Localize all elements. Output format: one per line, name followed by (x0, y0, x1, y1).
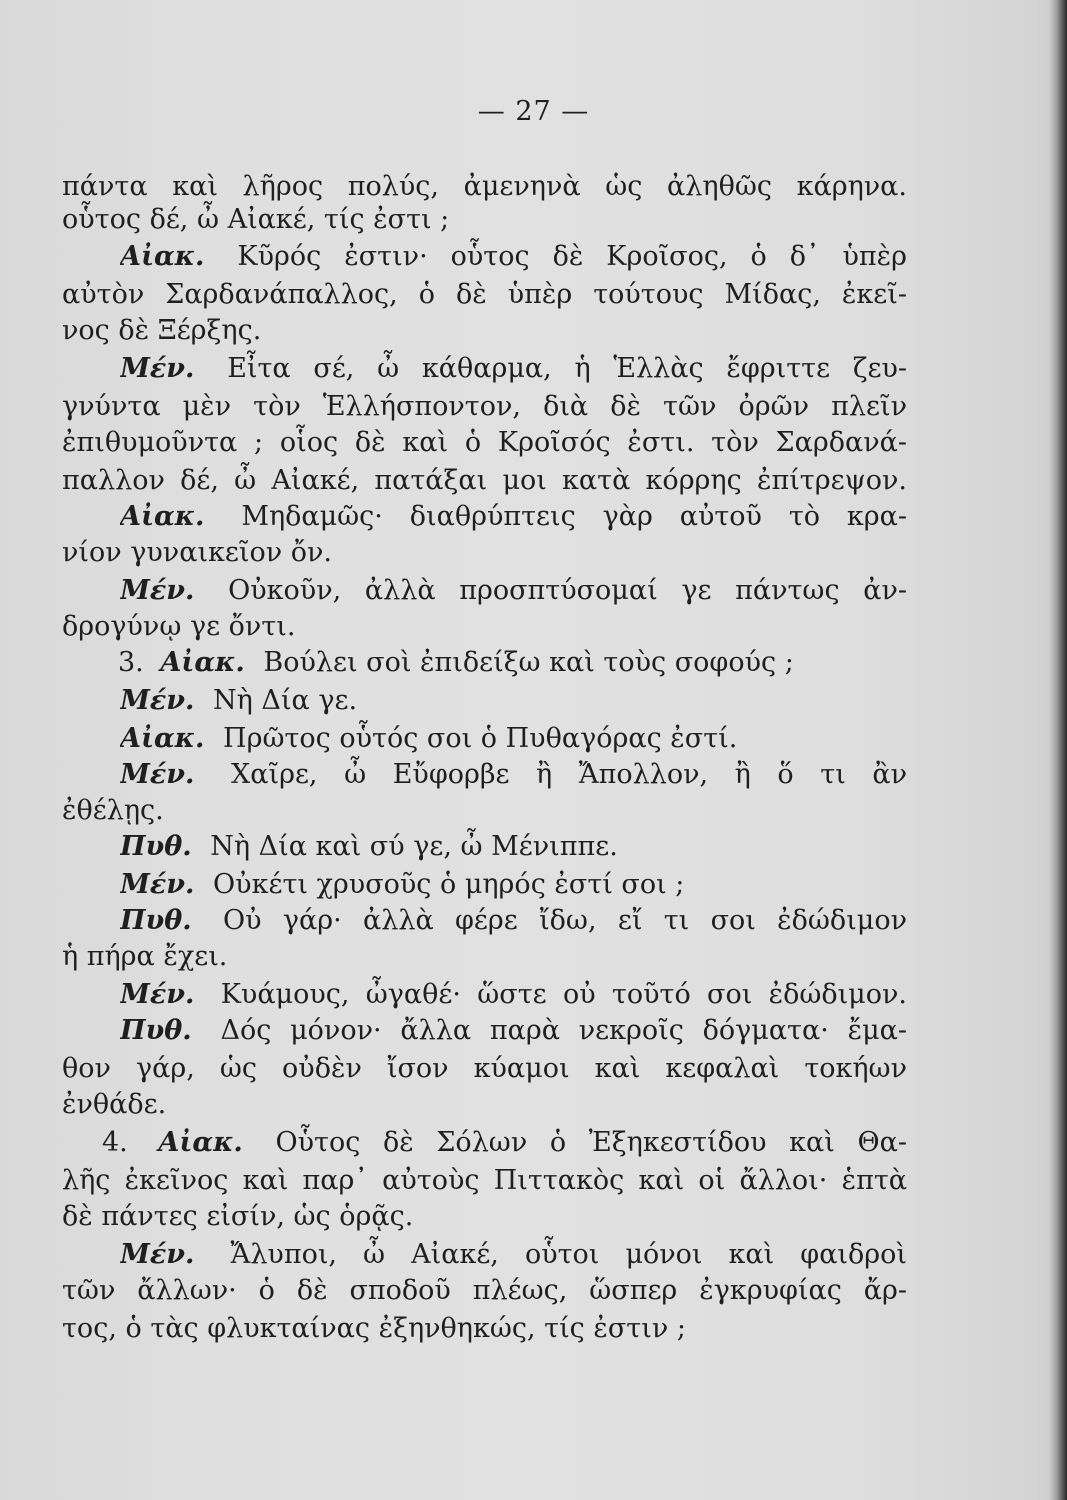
text-line (120, 572, 907, 610)
line-text: γνύντα μὲν τὸν Ἑλλήσποντον, διὰ δὲ τῶν ὀρῶν πλεῖν (62, 391, 907, 422)
text-line (62, 938, 907, 976)
line-text: τῶν ἄλλων· ὁ δὲ σποδοῦ πλέως, ὥσπερ ἐγκρυφίας ἄρ- (62, 1275, 907, 1306)
text-line (102, 1124, 907, 1162)
line-text: Οὐκέτι χρυσοῦς ὁ μηρός ἐστί σοι ; (213, 869, 685, 900)
speaker-label: Πυθ. (120, 831, 192, 862)
text-line (120, 902, 907, 940)
speaker-label: Αἰακ. (120, 501, 205, 532)
line-text: Μηδαμῶς· διαθρύπτεις γὰρ αὐτοῦ τὸ κρα- (241, 501, 907, 532)
text-line (62, 1272, 907, 1310)
section-number: 4. (102, 1127, 128, 1158)
speaker-label: Μέν. (120, 869, 195, 900)
line-text: δρογύνῳ γε ὄντι. (62, 611, 296, 642)
line-text: οὗτος δέ, ὦ Αἰακέ, τίς ἐστι ; (62, 204, 450, 235)
line-text: Νὴ Δία καὶ σύ γε, ὦ Μένιππε. (210, 831, 618, 862)
speaker-label: Μέν. (120, 575, 195, 606)
section-number: 3. (118, 647, 144, 678)
speaker-label: Πυθ. (120, 1015, 192, 1046)
speaker-label: Μέν. (120, 979, 195, 1010)
line-text: Νὴ Δία γε. (213, 685, 358, 716)
speaker-label: Αἰακ. (120, 241, 205, 272)
text-line (120, 350, 907, 388)
text-line (120, 682, 907, 720)
text-line (62, 276, 907, 314)
text-line (62, 1310, 907, 1348)
text-line (120, 720, 907, 758)
text-line (120, 756, 907, 794)
line-text: ἐθέλῃς. (62, 795, 164, 826)
text-line (120, 1012, 907, 1050)
line-text: τος, ὁ τὰς φλυκταίνας ἐξηνθηκώς, τίς ἐστιν ; (62, 1313, 686, 1344)
line-text: νίον γυναικεῖον ὄν. (62, 537, 332, 568)
line-text: Οὗτος δὲ Σόλων ὁ Ἐξηκεστίδου καὶ Θα- (275, 1127, 907, 1158)
line-text: πάντα καὶ λῆρος πολύς, ἀμενηνὰ ὡς ἀληθῶς κάρηνα. (62, 171, 907, 202)
speaker-label: Αἰακ. (120, 723, 205, 754)
speaker-label: Αἰακ. (160, 647, 245, 678)
text-line (62, 462, 907, 500)
text-line (62, 1086, 907, 1124)
line-text: παλλον δέ, ὦ Αἰακέ, πατάξαι μοι κατὰ κόρρης ἐπίτρεψον. (62, 465, 907, 496)
text-line (120, 866, 907, 904)
text-line (120, 1236, 907, 1274)
speaker-label: Μέν. (120, 1239, 195, 1270)
speaker-label: Μέν. (120, 353, 195, 384)
speaker-label: Μέν. (120, 685, 195, 716)
text-line (118, 644, 907, 682)
line-text: θον γάρ, ὡς οὐδὲν ἴσον κύαμοι καὶ κεφαλαὶ τοκήων (62, 1053, 907, 1084)
line-text: Κυάμους, ὦγαθέ· ὥστε οὐ τοῦτό σοι ἐδώδιμον. (220, 979, 907, 1010)
line-text: ἡ πήρα ἔχει. (62, 941, 228, 972)
text-line (62, 312, 907, 350)
line-text: Οὐκοῦν, ἀλλὰ προσπτύσομαί γε πάντως ἀν- (228, 575, 907, 606)
line-text: Δός μόνον· ἄλλα παρὰ νεκροῖς δόγματα· ἔμα- (220, 1015, 907, 1046)
speaker-label: Αἰακ. (158, 1127, 243, 1158)
line-text: Χαῖρε, ὦ Εὔφορβε ἢ Ἄπολλον, ἢ ὅ τι ἂν (231, 759, 907, 790)
line-text: Βούλει σοὶ ἐπιδείξω καὶ τοὺς σοφούς ; (263, 647, 794, 678)
line-text: ἐπιθυμοῦντα ; οἷος δὲ καὶ ὁ Κροῖσός ἐστι. τὸν Σαρδανά- (62, 427, 907, 458)
line-text: δὲ πάντες εἰσίν, ὡς ὁρᾷς. (62, 1201, 414, 1232)
page-edge-shadow (1049, 0, 1067, 1500)
line-text: ἐνθάδε. (62, 1089, 167, 1120)
text-line (62, 608, 907, 646)
text-line (62, 388, 907, 426)
text-line (62, 201, 907, 239)
line-text: Οὐ γάρ· ἀλλὰ φέρε ἴδω, εἴ τι σοι ἐδώδιμον (222, 905, 907, 936)
line-text: αὐτὸν Σαρδανάπαλλος, ὁ δὲ ὑπὲρ τούτους Μίδας, ἐκεῖ- (62, 279, 907, 310)
speaker-label: Πυθ. (120, 905, 192, 936)
line-text: Κῦρός ἐστιν· οὗτος δὲ Κροῖσος, ὁ δ᾽ ὑπὲρ (237, 241, 907, 272)
line-text: Ἄλυποι, ὦ Αἰακέ, οὗτοι μόνοι καὶ φαιδροὶ (230, 1239, 907, 1270)
text-line (120, 498, 907, 536)
line-text: λῆς ἐκεῖνος καὶ παρ᾽ αὐτοὺς Πιττακὸς καὶ οἱ ἄλλοι· ἑπτὰ (62, 1165, 907, 1196)
speaker-label: Μέν. (120, 759, 195, 790)
text-line (62, 1162, 907, 1200)
text-line (62, 1198, 907, 1236)
text-line (62, 1050, 907, 1088)
page-number: — 27 — (477, 96, 590, 127)
text-line (62, 424, 907, 462)
line-text: Εἶτα σέ, ὦ κάθαρμα, ἡ Ἑλλὰς ἔφριττε ζευ- (227, 353, 907, 384)
text-line (62, 792, 907, 830)
text-line (120, 238, 907, 276)
text-line (62, 534, 907, 572)
line-text: νος δὲ Ξέρξης. (62, 315, 262, 346)
text-line (120, 828, 907, 866)
line-text: Πρῶτος οὗτός σοι ὁ Πυθαγόρας ἐστί. (223, 723, 738, 754)
text-line (120, 976, 907, 1014)
